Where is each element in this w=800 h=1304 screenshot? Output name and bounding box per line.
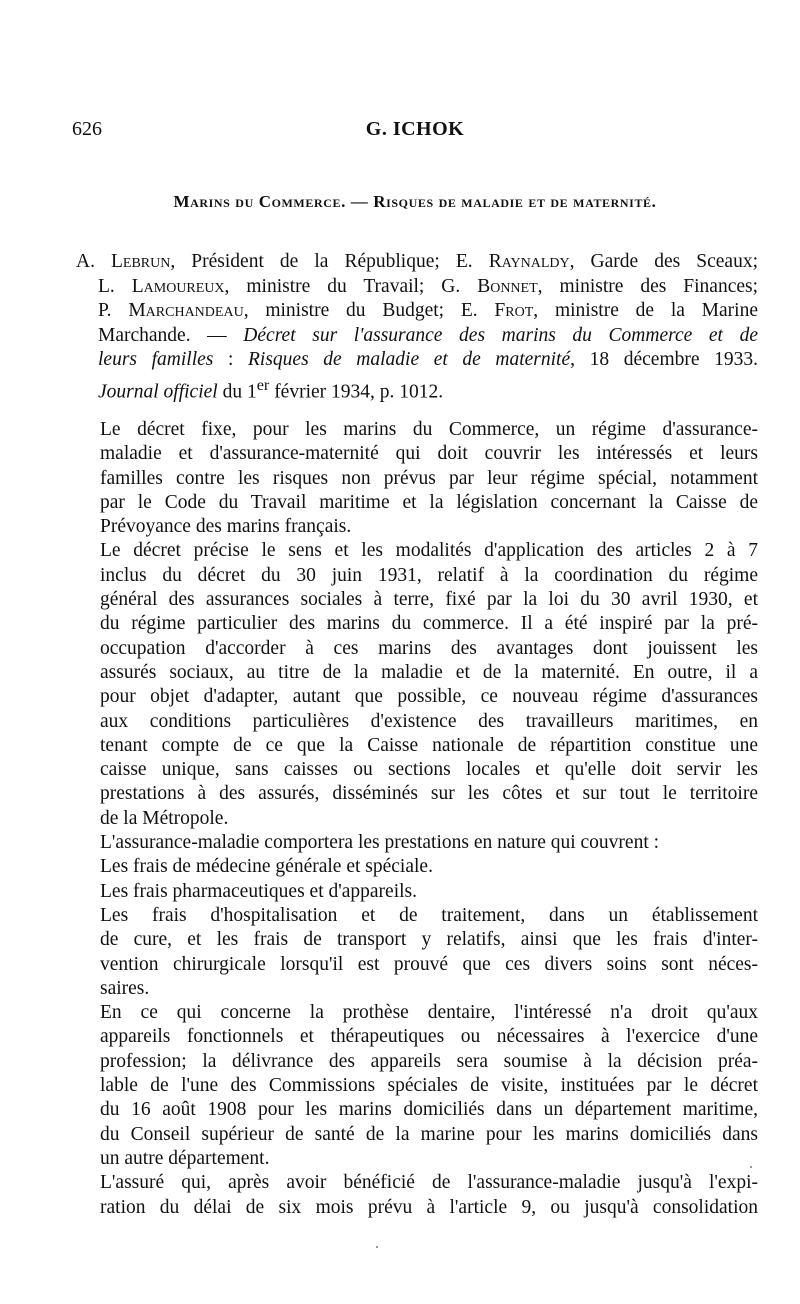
paragraph: [76, 1001, 758, 1171]
decree-title: Décret sur l'assurance des marins du Commerce et de: [243, 324, 758, 346]
text-line: ration du délai de six mois prévu à l'article 9, ou jusqu'à consolidation: [100, 1196, 758, 1218]
text-line: du régime particulier des marins du commerce. Il a été inspiré par la pré-: [100, 613, 758, 635]
text-line: Les frais d'hospitalisation et de traitement, dans un établissement: [100, 904, 758, 926]
citation-text: , Garde des Sceaux;: [569, 251, 758, 272]
signatory-name: Frot: [494, 300, 534, 321]
body-text: [76, 418, 758, 1220]
signatory-name: L. Lamoureux: [98, 275, 225, 297]
text-line: Le décret fixe, pour les marins du Commerce, un régime d'assurance-: [100, 419, 758, 440]
text-line: saires.: [100, 977, 150, 999]
text-line: lable de l'une des Commissions spéciales de visite, instituées par le décret: [100, 1075, 758, 1097]
text-line: Le décret précise le sens et les modalités d'application des articles 2 à 7: [100, 540, 758, 562]
running-head: G. ICHOK: [365, 118, 465, 140]
text-line: prestations à des assurés, disséminés sur les côtes et sur tout le territoire: [100, 783, 758, 805]
section-title: Marins du Commerce. — Risques de maladie et de maternité.: [173, 192, 657, 211]
citation-text: , ministre du Budget; E.: [243, 300, 495, 321]
journal-name: Journal officiel: [98, 381, 218, 402]
text-line: En ce qui concerne la prothèse dentaire, l'intéressé n'a droit qu'aux: [100, 1002, 758, 1024]
paragraph: [76, 831, 758, 855]
text-line: général des assurances sociales à terre, fixé par la loi du 30 avril 1930, et: [100, 589, 758, 611]
text-line: assurés sociaux, au titre de la maladie et de la maternité. En outre, il a: [100, 661, 758, 683]
text-line: de cure, et les frais de transport y relatifs, ainsi que les frais d'inter-: [100, 929, 758, 951]
text-line: appareils fonctionnels et thérapeutiques ou nécessaires à l'exercice d'une: [100, 1026, 758, 1048]
text-line: vention chirurgicale lorsqu'il est prouvé que ces divers soins sont néces-: [100, 953, 758, 975]
citation-line: [76, 348, 758, 373]
ordinal-suffix: er: [256, 375, 270, 394]
text-line: par le Code du Travail maritime et la législation concernant la Caisse de: [100, 491, 758, 513]
citation-line: [76, 324, 758, 349]
decree-title: leurs familles: [98, 349, 214, 370]
citation-line: [76, 275, 758, 300]
decree-citation: [76, 250, 758, 405]
text-line: pour objet d'adapter, autant que possible, ce nouveau régime d'assurances: [100, 686, 758, 708]
citation-text: :: [213, 349, 248, 370]
text-line: inclus du décret du 30 juin 1931, relatif à la coordination du régime: [100, 564, 758, 586]
paragraph: [76, 1171, 758, 1220]
paragraph: [76, 904, 758, 1001]
publication-ref: février 1934, p. 1012.: [269, 381, 444, 402]
citation-text: , ministre du Travail; G.: [224, 275, 478, 297]
signatory-name: A. Lebrun: [76, 251, 171, 272]
text-line: un autre département.: [100, 1147, 270, 1169]
paragraph: [76, 880, 758, 904]
citation-text: Marchande. —: [98, 324, 244, 346]
citation-text: , Président de la République; E.: [170, 251, 489, 272]
signatory-name: Raynaldy: [488, 251, 570, 272]
paragraph: [76, 855, 758, 879]
scan-speck: [376, 1246, 378, 1248]
decree-date: , 18 décembre 1933.: [570, 349, 758, 370]
text-line: L'assuré qui, après avoir bénéficié de l'assurance-maladie jusqu'à l'expi-: [100, 1172, 758, 1194]
page-number: 626: [72, 118, 102, 140]
text-line: du 16 août 1908 pour les marins domiciliés dans un département maritime,: [100, 1099, 758, 1121]
text-line: Les frais de médecine générale et spéciale.: [100, 856, 433, 878]
text-line: aux conditions particulières d'existence des travailleurs maritimes, en: [100, 710, 758, 732]
decree-subtitle: Risques de maladie et de maternité: [248, 349, 571, 370]
citation-line: [76, 299, 758, 324]
paragraph: [76, 539, 758, 831]
paragraph: [76, 418, 758, 539]
citation-text: du 1: [217, 381, 257, 402]
signatory-name: Bonnet: [477, 275, 538, 297]
text-line: occupation d'accorder à ces marins des avantages dont jouissent les: [100, 637, 758, 659]
citation-line: [76, 373, 758, 405]
text-line: Les frais pharmaceutiques et d'appareils.: [100, 880, 418, 902]
text-line: tenant compte de ce que la Caisse nationale de répartition constitue une: [100, 734, 758, 756]
text-line: familles contre les risques non prévus par leur régime spécial, notamment: [100, 467, 758, 489]
text-line: maladie et d'assurance-maternité qui doit couvrir les intéressés et leurs: [100, 443, 758, 465]
text-line: du Conseil supérieur de santé de la marine pour les marins domiciliés dans: [100, 1123, 758, 1145]
citation-text: , ministre des Finances;: [537, 275, 759, 297]
signatory-name: P. Marchandeau: [98, 300, 244, 321]
text-line: L'assurance-maladie comportera les prestations en nature qui couvrent :: [100, 832, 660, 854]
citation-text: , ministre de la Marine: [533, 300, 758, 321]
text-line: de la Métropole.: [100, 807, 229, 829]
page-header: [72, 118, 758, 146]
text-line: caisse unique, sans caisses ou sections locales et qu'elle doit servir les: [100, 759, 758, 781]
scan-speck: [750, 1166, 752, 1168]
text-line: Prévoyance des marins français.: [100, 516, 352, 538]
text-line: profession; la délivrance des appareils sera soumise à la décision préa-: [100, 1050, 758, 1072]
citation-line: [76, 250, 758, 275]
